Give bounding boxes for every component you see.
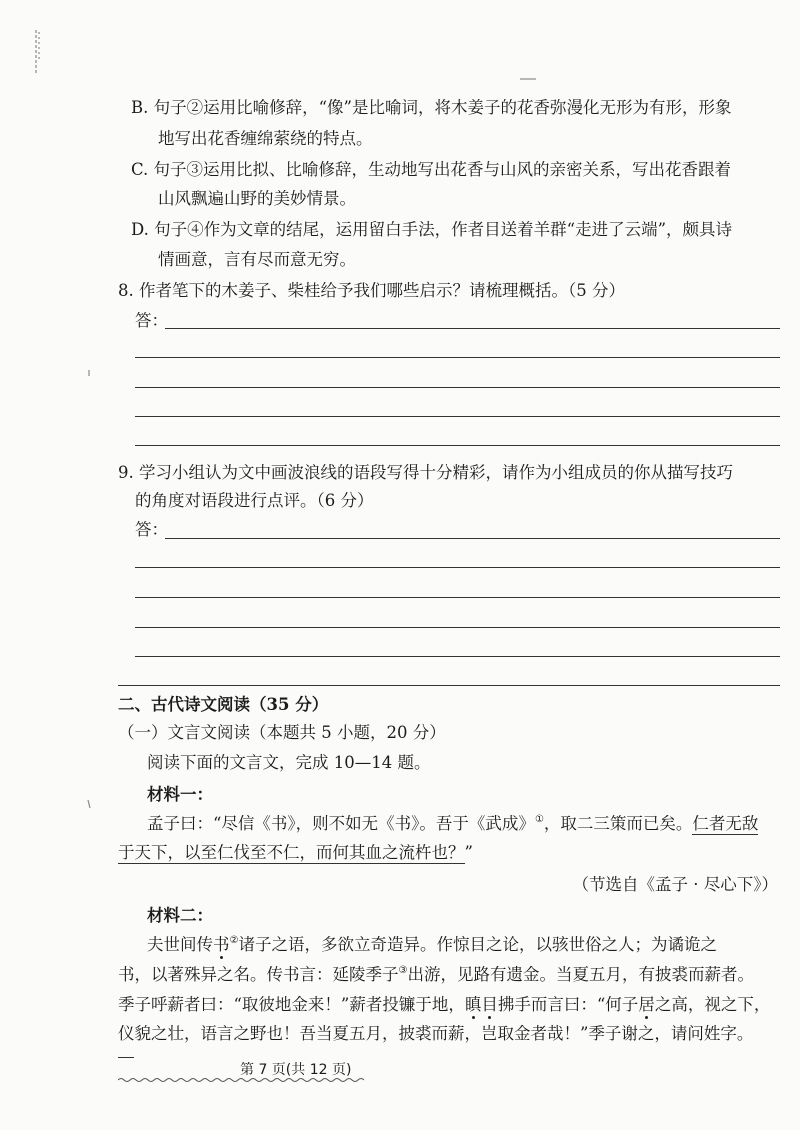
option-b-line2: 地写出花香缠绵萦绕的特点。 [158, 129, 373, 148]
material-2-line3-b: 拂手而言曰：“何子 [497, 995, 639, 1014]
material-1-title: 材料一： [147, 785, 213, 804]
question-9-line1: 9. 学习小组认为文中画波浪线的语段写得十分精彩，请作为小组成员的你从描写技巧 [118, 463, 733, 482]
material-1-line1 [147, 811, 758, 837]
option-c-line1: C. 句子③运用比拟、比喻修辞，生动地写出花香与山风的亲密关系，写出花香跟着 [131, 160, 732, 179]
question-8-answer-line-4[interactable] [135, 416, 780, 417]
question-9-answer-line-3[interactable] [135, 597, 780, 598]
material-2-line2-b: 出游，见路有遗金。当夏五月，有披裘而薪者。 [407, 965, 754, 984]
material-2-line3-c: 之高，视之下， [654, 995, 771, 1014]
question-8-answer-line-2[interactable] [135, 357, 780, 358]
emphasis-char-mu: 目 [481, 995, 498, 1014]
option-d-line2: 情画意，言有尽而意无穷。 [158, 250, 356, 269]
question-8-answer-line-3[interactable] [135, 387, 780, 388]
material-1-line1-underlined: 仁者无敌 [692, 814, 759, 833]
material-2-line2-a: 书，以著殊异之名。传书言：延陵季子 [118, 965, 399, 984]
page-number: 第 7 页(共 12 页) [240, 1062, 352, 1078]
question-9-answer-line-5[interactable] [135, 656, 780, 657]
footnote-marker-2: ② [229, 935, 239, 946]
material-2-line3 [118, 992, 770, 1018]
material-2-line1-a: 夫世间传 [147, 935, 213, 954]
question-9-answer-line-6[interactable] [118, 685, 780, 686]
question-9-answer-line-2[interactable] [135, 567, 780, 568]
material-2-line3-a: 季子呼薪者曰：“取彼地金来！”薪者投镰于地， [118, 995, 465, 1014]
emphasis-char-ju: 居 [638, 995, 655, 1014]
question-8-answer-line-5[interactable] [135, 445, 780, 446]
question-9-answer-line-1[interactable] [165, 538, 780, 539]
section-2-instruction: 阅读下面的文言文，完成 10—14 题。 [147, 753, 431, 772]
footer-corner-mark [118, 1057, 134, 1058]
material-2-title: 材料二： [147, 906, 213, 925]
question-9-answer-label: 答： [135, 520, 168, 539]
question-8-text: 8. 作者笔下的木姜子、柴桂给予我们哪些启示？请梳理概括。（5 分） [118, 281, 625, 300]
material-2-line4: 仪貌之壮，语言之野也！吾当夏五月，披裘而薪，岂取金者哉！”季子谢之，请问姓字。 [118, 1024, 754, 1043]
footer-wavy-line [118, 1076, 368, 1084]
emphasis-char-chen: 瞋 [464, 995, 482, 1014]
material-1-line1-a: 孟子曰：“尽信《书》，则不如无《书》。吾于《武成》 [147, 814, 535, 833]
question-8-answer-label: 答： [135, 311, 168, 330]
material-2-line2 [118, 962, 754, 988]
question-9-answer-line-4[interactable] [135, 627, 780, 628]
option-c-line2: 山风飘遍山野的美妙情景。 [158, 189, 356, 208]
question-8-answer-line-1[interactable] [165, 328, 780, 329]
section-2-sub-heading: （一）文言文阅读（本题共 5 小题，20 分） [118, 723, 446, 742]
material-1-line2-end: ” [464, 843, 473, 862]
section-2-heading: 二、古代诗文阅读（35 分） [118, 695, 329, 714]
question-9-line2: 的角度对语段进行点评。（6 分） [135, 491, 374, 510]
material-1-line2 [118, 840, 473, 866]
material-2-line1 [147, 932, 717, 958]
material-1-line2-underlined: 于天下，以至仁伐至不仁，而何其血之流杵也？ [118, 843, 465, 862]
option-b-line1: B. 句子②运用比喻修辞，“像”是比喻词，将木姜子的花香弥漫化无形为有形，形象 [131, 98, 732, 117]
option-d-line1: D. 句子④作为文章的结尾，运用留白手法，作者目送着羊群“走进了云端”，颇具诗 [131, 220, 733, 239]
material-1-source: （节选自《孟子 · 尽心下》） [572, 875, 778, 894]
footnote-marker-3: ③ [398, 965, 408, 976]
emphasis-char-shu: 书 [213, 935, 230, 954]
material-1-line1-b: ，取二三策而已矣。 [543, 814, 693, 833]
footnote-marker-1: ① [534, 814, 544, 825]
material-2-line1-b: 诸子之语，多欲立奇造异。作惊目之论，以骇世俗之人；为谲诡之 [238, 935, 717, 954]
